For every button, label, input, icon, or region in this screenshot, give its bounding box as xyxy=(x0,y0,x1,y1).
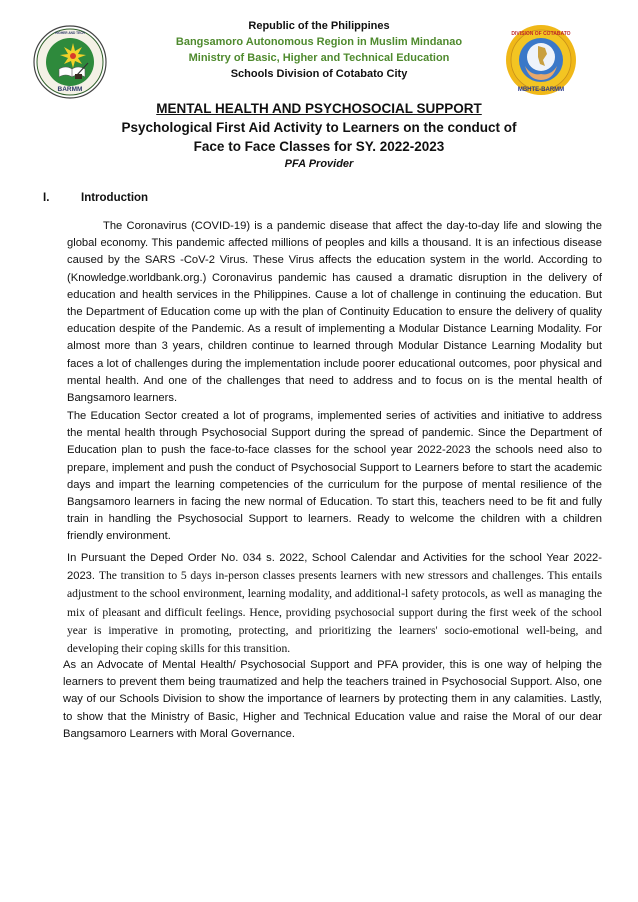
section-number: I. xyxy=(43,192,50,204)
division-of-cotabato-city-seal-icon xyxy=(505,24,577,96)
letterhead-ministry: Ministry of Basic, Higher and Technical Education xyxy=(188,52,450,64)
paragraph-deped-order xyxy=(67,550,602,658)
svg-text:BARMM: BARMM xyxy=(57,86,83,93)
section-title: Introduction xyxy=(81,192,149,204)
paragraph-advocacy: As an Advocate of Mental Health/ Psychosocial Support and PFA provider, this is one way of helping the learners to prevent them being traumatized and help the teachers trained in Psychosocial Support. Also, one way of our Schools Division to show the importance of learners by protecting them in any calamities. Lastly, to show that the Ministry of Basic, Higher and Technical Education value and raise the Moral of our dear Bangsamoro Learners with Moral Governance. xyxy=(63,659,602,740)
paragraph-deped-order-intro: In Pursuant the Deped Order No. 034 s. 2022, School Calendar and Activities for the school Year 2022-2023. xyxy=(67,552,602,583)
svg-text:MBHTE-BARMM: MBHTE-BARMM xyxy=(517,87,565,93)
paragraph-deped-order-quote: The transition to 5 days in-person classes presents learners with new stressors and challenges. This entails adjustment to the school environment, learning modality, and additional-l safety protocols, as well as managing the mix of pleasant and difficult feelings. Hence, providing psychosocial support during the first week of the school year is imperative in promoting, protecting, and prioritizing the learners' socio-emotional well-being, and developing their coping skills for this transition. xyxy=(67,569,602,656)
svg-text:DIVISION OF COTABATO: DIVISION OF COTABATO xyxy=(511,31,571,37)
letterhead-region: Bangsamoro Autonomous Region in Muslim Mindanao xyxy=(175,36,463,48)
letterhead-country: Republic of the Philippines xyxy=(248,20,390,32)
paragraph-education-sector: The Education Sector created a lot of programs, implemented series of activities and initiative to address the mental health through Psychosocial Support during the spread of pandemic. Since the Department of Education plan to push the face-to-face classes for the school year 2022-2023 the schools need also to prepare, implement and push the conduct of Psychosocial Support to Learners before to start the academic days and impart the learning competencies of the curriculum for the purpose of mental resilience of the Bangsamoro learners in facing the new normal of Education. To start this, teachers need to be fit and fully train in handling the Psychosocial Support to learners. Ready to welcome the children with a children friendly environment. xyxy=(67,410,602,543)
paragraph-covid-background: The Coronavirus (COVID-19) is a pandemic disease that affect the day-to-day life and slowing the global economy. This pandemic affected millions of peoples and kills a thousand. It is an infectious disease caused by the SARS -CoV-2 Virus. These Virus affects the education system in the world. According to (Knowledge.worldbank.org.) Coronavirus pandemic has caused a dramatic disruption in the delivery of education and health services in the Philippines. Cause a lot of challenge in continuing the education. But the Department of Education come up with the plan of Continuity Education to ensure the delivery of quality education despite of the Pandemic. As a result of implementing a Modular Distance Learning Modality. For almost more than 3 years, children continue to learned through Modular Distance Learning Modality but faces a lot of challenges during the implementation include poorer educational outcomes, poor physical and mental health. And one of the challenges that need to address and to focus on is the mental health of Bangsamoro learners. xyxy=(67,220,602,405)
letterhead-division: Schools Division of Cotabato City xyxy=(230,68,408,80)
document-subtitle-line1: Psychological First Aid Activity to Learners on the conduct of xyxy=(121,120,517,135)
section-heading xyxy=(43,190,148,206)
svg-text:HIGHER AND TECH: HIGHER AND TECH xyxy=(55,31,85,35)
document-role: PFA Provider xyxy=(284,158,354,170)
document-title-block xyxy=(0,100,638,172)
document-subtitle-line2: Face to Face Classes for SY. 2022-2023 xyxy=(193,139,445,154)
document-title: MENTAL HEALTH AND PSYCHOSOCIAL SUPPORT xyxy=(156,101,482,116)
